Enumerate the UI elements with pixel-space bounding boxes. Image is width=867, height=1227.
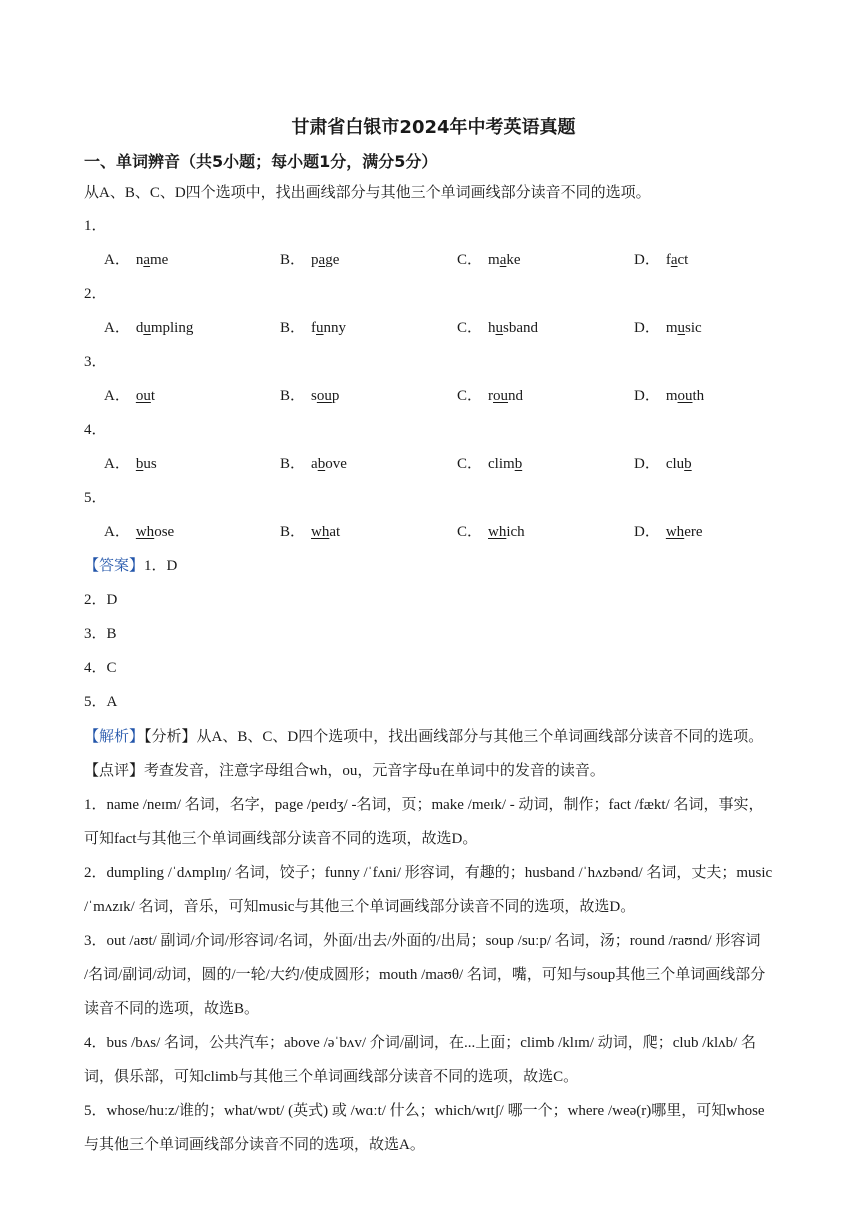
option-c [457, 454, 522, 474]
question-number: 3． [84, 354, 107, 370]
word-prefix: p [311, 252, 319, 268]
underlined-letters: wh [665, 524, 685, 540]
underlined-letters: wh [135, 524, 155, 540]
word-suffix: nd [508, 388, 524, 404]
option-d [634, 386, 704, 406]
underlined-letters: a [318, 252, 326, 268]
option-label: A． [104, 320, 130, 336]
question-number: 1． [84, 218, 107, 234]
answer-item: 1．D [144, 558, 178, 574]
option-c [457, 386, 523, 406]
option-label: C． [457, 388, 483, 404]
option-c [457, 318, 538, 338]
underlined-letters: u [316, 320, 324, 336]
answer-item: 5．A [84, 694, 118, 710]
option-b [280, 386, 339, 406]
question-number: 5． [84, 490, 107, 506]
analysis-tag: 【解析】 [84, 729, 145, 745]
section-heading: 一、单词辨音（共5小题；每小题1分，满分5分） [84, 152, 438, 171]
underlined-letters: u [143, 320, 151, 336]
option-label: D． [634, 456, 660, 472]
underlined-letters: wh [311, 524, 330, 540]
word-suffix: mpling [150, 320, 194, 336]
option-label: C． [457, 320, 483, 336]
word-suffix: sband [503, 320, 539, 336]
explanation-line: 3．out /aʊt/ 副词/介词/形容词/名词，外面/出去/外面的/出局；soup /suːp/ 名词，汤；round /raʊnd/ 形容词 [84, 933, 761, 949]
explanation-line: 与其他三个单词画线部分读音不同的选项，故选A。 [84, 1137, 425, 1153]
underlined-letters: wh [488, 524, 507, 540]
explanation-line: 1．name /neɪm/ 名词，名字，page /peɪdʒ/ -名词，页；make /meɪk/ - 动词，制作；fact /fækt/ 名词，事实， [84, 797, 764, 813]
word-suffix: sic [685, 320, 702, 336]
option-label: A． [104, 456, 130, 472]
option-c [457, 522, 525, 542]
word-suffix: me [150, 252, 169, 268]
option-label: A． [104, 252, 130, 268]
underlined-letters: u [677, 320, 686, 336]
explanation-line: /ˈmʌzɪk/ 名词，音乐，可知music与其他三个单词画线部分读音不同的选项，故选D。 [84, 899, 636, 915]
word-prefix: m [488, 252, 500, 268]
word-prefix: f [311, 320, 317, 336]
underlined-letters: a [670, 252, 678, 268]
underlined-letters: u [495, 320, 504, 336]
word-suffix: ge [325, 252, 340, 268]
explanation-line: 读音不同的选项，故选B。 [84, 1001, 260, 1017]
underlined-letters: b [317, 456, 326, 472]
option-b [280, 522, 340, 542]
word-prefix: n [135, 252, 144, 268]
word-prefix: s [311, 388, 317, 404]
option-label: D． [634, 252, 660, 268]
explanation-line: 2．dumpling /ˈdʌmplɪŋ/ 名词，饺子；funny /ˈfʌni/ 形容词，有趣的；husband /ˈhʌzbənd/ 名词，丈夫；music [84, 865, 773, 881]
underlined-letters: ou [135, 388, 151, 404]
option-label: A． [104, 388, 130, 404]
option-label: B． [280, 320, 306, 336]
answer-item: 2．D [84, 592, 118, 608]
option-label: C． [457, 456, 483, 472]
option-d [634, 318, 702, 338]
option-label: B． [280, 388, 306, 404]
option-label: D． [634, 524, 660, 540]
word-suffix: ich [506, 524, 525, 540]
underlined-letters: b [684, 456, 692, 472]
page-title: 甘肃省白银市2024年中考英语真题 [291, 117, 576, 138]
explanation-line: /名词/副词/动词，圆的/一轮/大约/使成圆形；mouth /maʊθ/ 名词，嘴，可知与soup其他三个单词画线部分 [84, 967, 766, 983]
analysis-line [84, 727, 763, 747]
word-suffix: th [692, 388, 705, 404]
option-d [634, 454, 692, 474]
word-prefix: m [665, 320, 678, 336]
underlined-letters: b [514, 456, 523, 472]
option-a [104, 522, 174, 542]
option-label: B． [280, 252, 306, 268]
word-suffix: ct [677, 252, 689, 268]
option-a [104, 250, 168, 270]
option-b [280, 454, 347, 474]
word-prefix: a [311, 456, 318, 472]
option-b [280, 250, 339, 270]
word-suffix: ke [506, 252, 521, 268]
option-d [634, 522, 703, 542]
underlined-letters: ou [316, 388, 332, 404]
answer-item: 3．B [84, 626, 117, 642]
option-label: D． [634, 320, 660, 336]
word-prefix: m [665, 388, 678, 404]
underlined-letters: a [143, 252, 151, 268]
instruction-text: 从A、B、C、D四个选项中，找出画线部分与其他三个单词画线部分读音不同的选项。 [84, 185, 651, 201]
explanation-line: 可知fact与其他三个单词画线部分读音不同的选项，故选D。 [84, 831, 478, 847]
underlined-letters: b [135, 456, 144, 472]
word-prefix: h [488, 320, 496, 336]
word-suffix: ose [154, 524, 175, 540]
word-suffix: p [331, 388, 340, 404]
word-prefix: d [135, 320, 144, 336]
word-prefix: r [488, 388, 494, 404]
word-prefix: f [665, 252, 671, 268]
option-a [104, 318, 193, 338]
analysis-text: 【分析】从A、B、C、D四个选项中，找出画线部分与其他三个单词画线部分读音不同的选项。 [144, 729, 764, 745]
word-suffix: ove [325, 456, 347, 472]
option-label: A． [104, 524, 130, 540]
option-a [104, 386, 155, 406]
comment-text: 【点评】考查发音，注意字母组合wh，ou，元音字母u在单词中的发音的读音。 [84, 763, 605, 779]
answer-tag: 【答案】 [84, 558, 145, 574]
explanation-line: 4．bus /bʌs/ 名词，公共汽车；above /əˈbʌv/ 介词/副词，在...上面；climb /klɪm/ 动词，爬；club /klʌb/ 名 [84, 1035, 757, 1051]
option-label: C． [457, 524, 483, 540]
underlined-letters: ou [677, 388, 693, 404]
explanation-line: 5．whose/huːz/谁的；what/wɒt/ (英式) 或 /wɑːt/ 什么；which/wɪtʃ/ 哪一个；where /weə(r)哪里，可知whose [84, 1103, 765, 1119]
answer-line-1 [84, 556, 177, 576]
option-label: D． [634, 388, 660, 404]
question-number: 4． [84, 422, 107, 438]
explanation-line: 词，俱乐部，可知climb与其他三个单词画线部分读音不同的选项，故选C。 [84, 1069, 579, 1085]
underlined-letters: ou [493, 388, 509, 404]
option-b [280, 318, 346, 338]
word-prefix: clu [665, 456, 685, 472]
word-suffix: ere [684, 524, 703, 540]
option-c [457, 250, 521, 270]
word-suffix: at [329, 524, 341, 540]
option-d [634, 250, 688, 270]
answer-item: 4．C [84, 660, 117, 676]
question-number: 2． [84, 286, 107, 302]
word-suffix: nny [323, 320, 347, 336]
option-label: B． [280, 456, 306, 472]
option-a [104, 454, 157, 474]
word-suffix: t [150, 388, 156, 404]
option-label: C． [457, 252, 483, 268]
word-suffix: us [143, 456, 157, 472]
underlined-letters: a [499, 252, 507, 268]
word-prefix: clim [488, 456, 515, 472]
option-label: B． [280, 524, 306, 540]
